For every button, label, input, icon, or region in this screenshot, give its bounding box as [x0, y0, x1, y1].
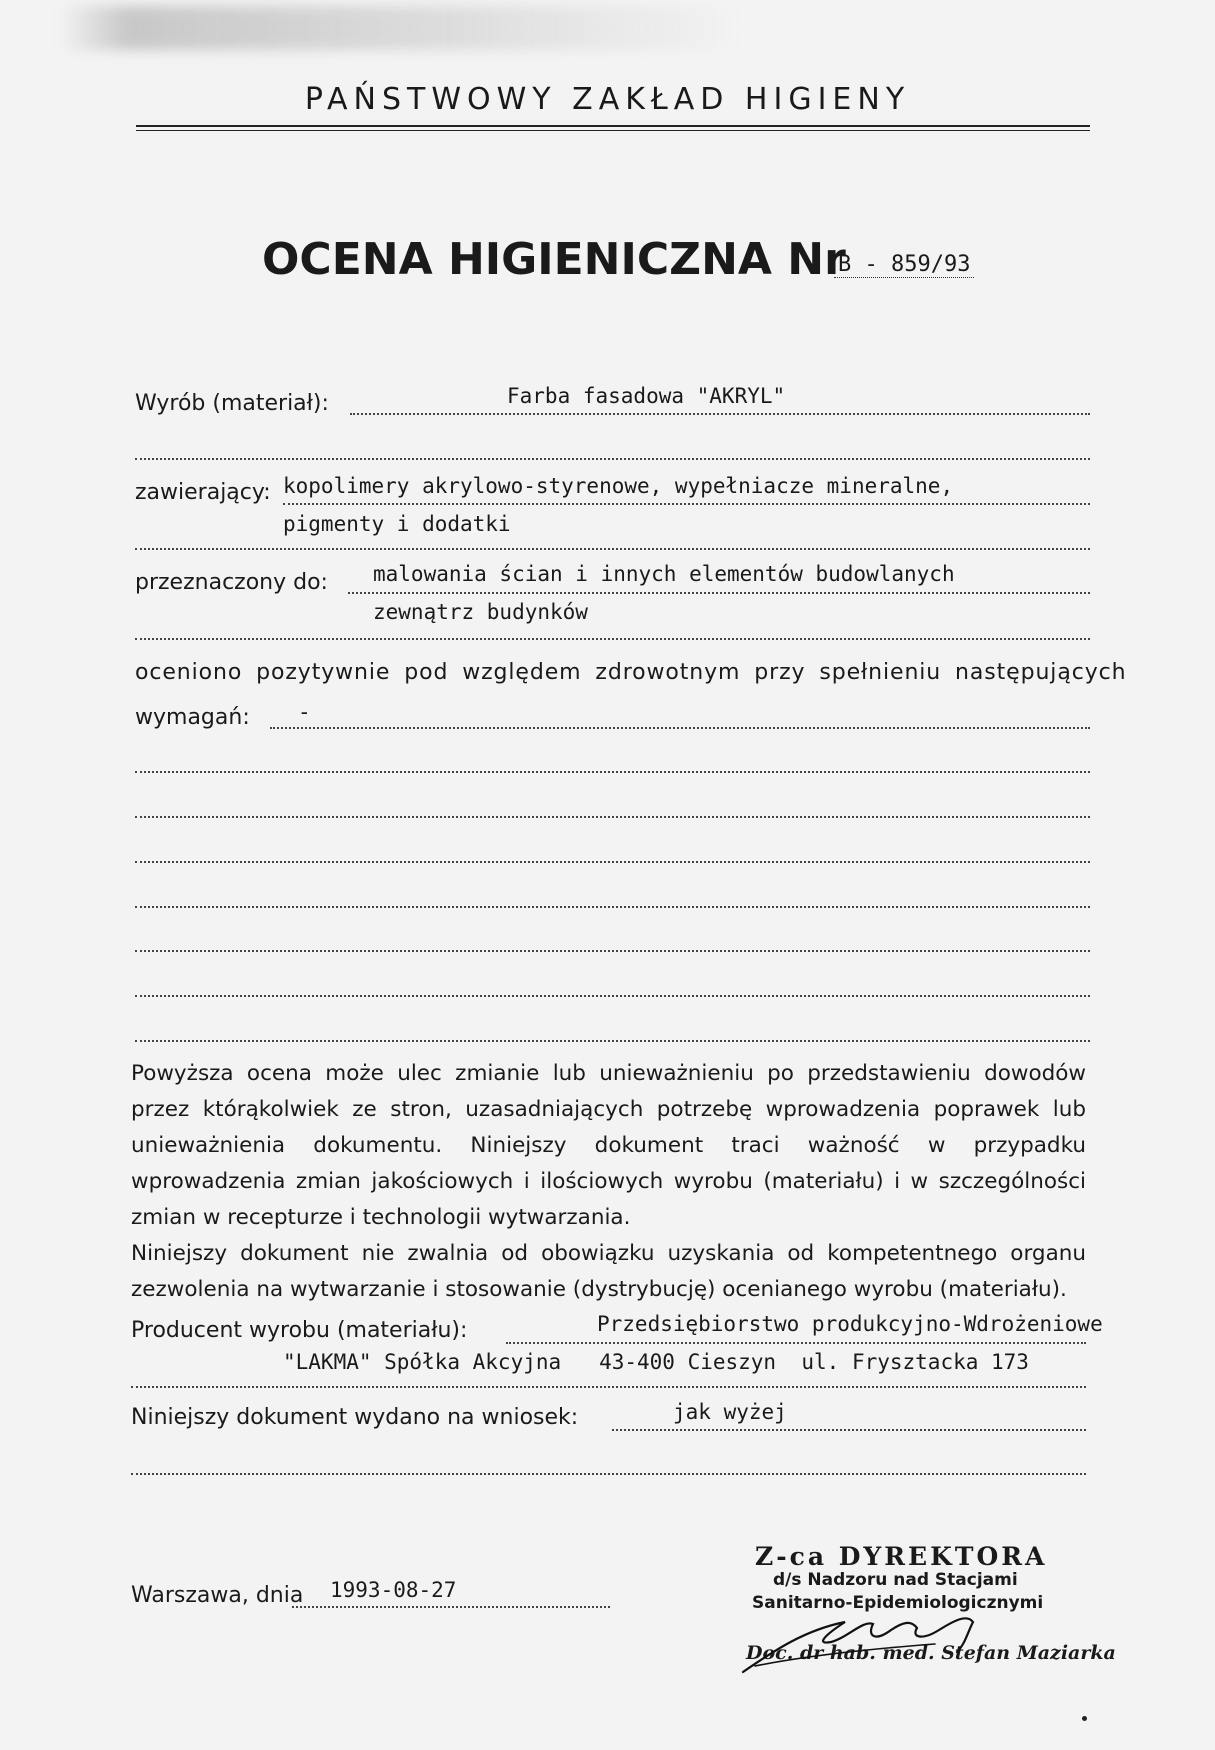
purpose-label: przeznaczony do: [135, 570, 328, 595]
blank-line [135, 1040, 1090, 1042]
blank-line [135, 861, 1090, 863]
purpose-line-rule-1 [348, 592, 1090, 594]
issued-line [612, 1429, 1086, 1431]
blank-line [135, 950, 1090, 952]
producer-line-rule-1 [506, 1342, 1086, 1344]
issued-label: Niniejszy dokument wydano na wniosek: [131, 1405, 579, 1430]
header-rule-thin [136, 130, 1090, 131]
purpose-line-1: malowania ścian i innych elementów budowlanych [373, 562, 955, 586]
contains-line-rule-1 [283, 503, 1090, 505]
date-line [292, 1606, 610, 1608]
assessment-text: oceniono pozytywnie pod względem zdrowotnym przy spełnieniu następujących [135, 660, 1127, 685]
document-number: B - 859/93 [834, 252, 974, 278]
contains-line-1: kopolimery akrylowo-styrenowe, wypełniacze mineralne, [283, 474, 954, 498]
contains-line-rule-2 [135, 548, 1090, 550]
producer-line-rule-2 [131, 1386, 1086, 1388]
blank-line [135, 906, 1090, 908]
requirements-value: - [298, 700, 311, 724]
product-value: Farba fasadowa "AKRYL" [507, 384, 786, 408]
contains-line-2: pigmenty i dodatki [283, 512, 511, 536]
requirements-label: wymagań: [135, 705, 250, 730]
purpose-line-2: zewnątrz budynków [373, 600, 588, 624]
place-label: Warszawa, dnia [131, 1583, 304, 1608]
producer-line-1: Przedsiębiorstwo produkcyjno-Wdrożeniowe [597, 1312, 1103, 1336]
document-title: OCENA HIGIENICZNA Nr [262, 234, 846, 285]
institution-name: PAŃSTWOWY ZAKŁAD HIGIENY [304, 82, 911, 117]
stamp-line-2: d/s Nadzoru nad Stacjami [773, 1570, 1018, 1590]
blank-line [135, 771, 1090, 773]
producer-label: Producent wyrobu (materiału): [131, 1318, 468, 1343]
producer-line-2: "LAKMA" Spółka Akcyjna 43-400 Cieszyn ul. Frysztacka 173 [283, 1350, 1029, 1374]
product-label: Wyrób (materiał): [135, 391, 329, 416]
stamp-signatory: Doc. dr hab. med. Stefan Maziarka [746, 1642, 1116, 1664]
scan-smudge [60, 6, 740, 50]
requirements-line [270, 727, 1090, 729]
permit-paragraph: Niniejszy dokument nie zwalnia od obowiązku uzyskania od kompetentnego organu zezwolenia na wytwarzanie i stosowanie (dystrybucję) ocenianego wyrobu (materiału). [131, 1241, 1086, 1302]
blank-line [135, 816, 1090, 818]
purpose-line-rule-2 [135, 638, 1090, 640]
handwritten-signature [735, 1600, 1055, 1680]
issue-date: 1993-08-27 [330, 1578, 457, 1602]
contains-label: zawierający: [135, 480, 271, 505]
issued-value: jak wyżej [673, 1400, 787, 1424]
ink-speck [1082, 1716, 1087, 1721]
issued-line-2 [131, 1473, 1086, 1475]
product-line [350, 413, 1090, 415]
validity-paragraph: Powyższa ocena może ulec zmianie lub unieważnieniu po przedstawieniu dowodów przez którąkolwiek ze stron, uzasadniających potrzebę wprowadzenia poprawek lub unieważnienia dokumentu. Niniejszy dokument traci ważność w przypadku wprowadzenia zmian jakościowych i ilościowych wyrobu (materiału) i w szczególności zmian w recepturze i technologii wytwarzania. [131, 1061, 1086, 1230]
blank-line [135, 995, 1090, 997]
product-line-2 [135, 458, 1090, 460]
stamp-title: Z-ca DYREKTORA [755, 1542, 1048, 1571]
header-rule [136, 125, 1090, 127]
stamp-line-3: Sanitarno-Epidemiologicznymi [752, 1593, 1044, 1613]
